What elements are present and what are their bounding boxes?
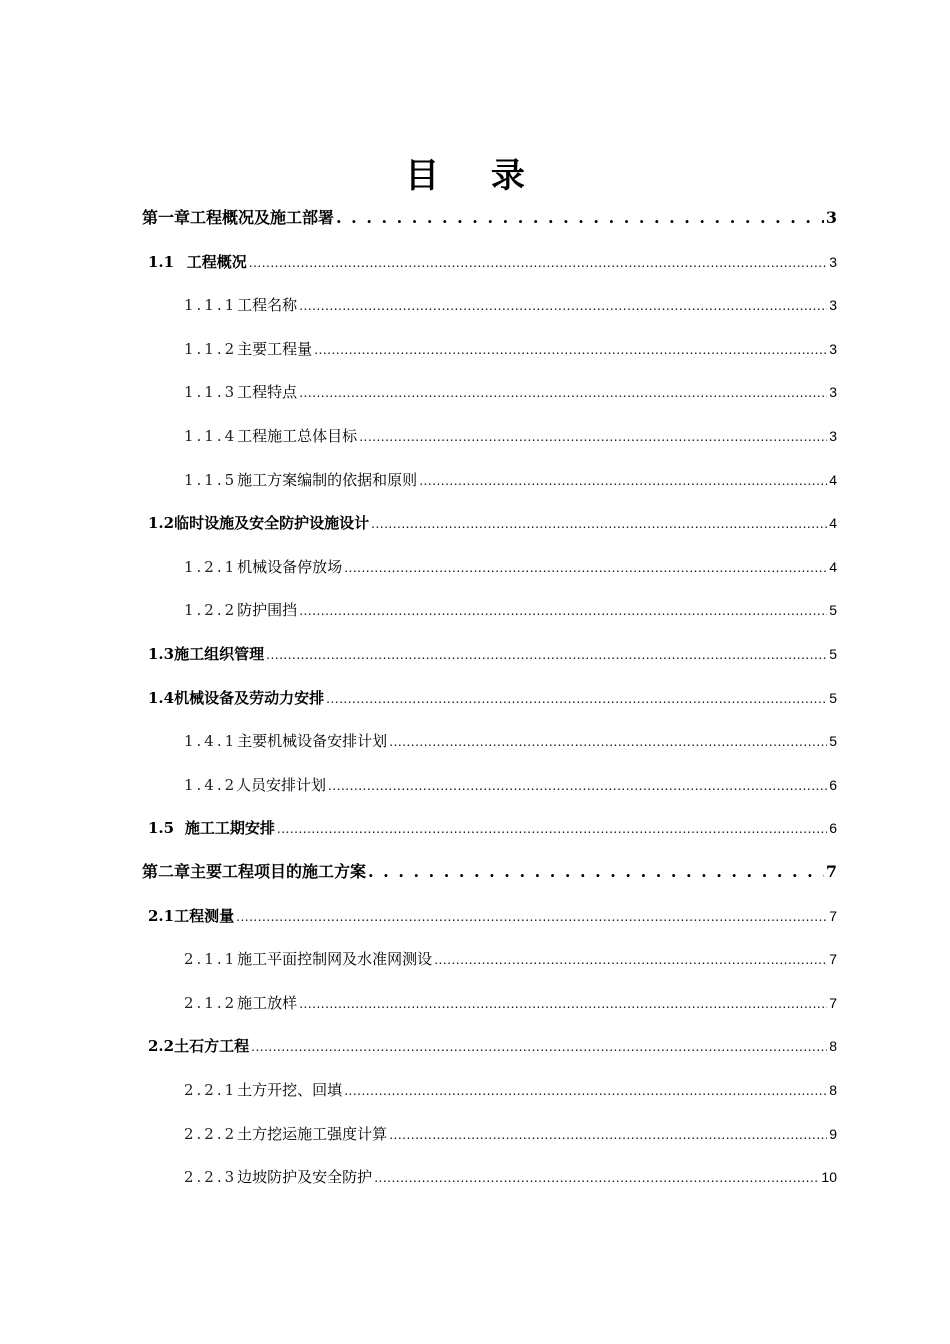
- toc-entry-number: 2.2.1: [184, 1081, 238, 1099]
- toc-entry[interactable]: [184, 1119, 837, 1149]
- toc-entry-number: 1.1.4: [184, 427, 238, 445]
- toc-entry-title: 机械设备及劳动力安排: [174, 688, 325, 707]
- toc-entry-title: 施工方案编制的依据和原则: [237, 470, 418, 489]
- toc-entry[interactable]: [184, 1075, 837, 1105]
- toc-entry-page: 6: [829, 820, 837, 837]
- toc-entry-page: 5: [829, 733, 837, 750]
- toc-entry[interactable]: [184, 377, 837, 407]
- dot-leader: [344, 1075, 827, 1106]
- toc-entry-page: 8: [829, 1038, 837, 1055]
- dot-leader: [299, 290, 827, 321]
- toc-entry-page: 4: [829, 515, 837, 532]
- toc-entry-page: 3: [829, 384, 837, 401]
- toc-entry-title: 施工平面控制网及水准网测设: [237, 950, 433, 969]
- toc-entry[interactable]: [148, 247, 837, 277]
- toc-entry[interactable]: [148, 639, 837, 669]
- toc-entry-page: 9: [829, 1125, 837, 1142]
- toc-entry-page: 7: [829, 951, 837, 968]
- dot-leader: [336, 203, 824, 233]
- toc-entry[interactable]: [142, 857, 837, 887]
- toc-entry[interactable]: [184, 552, 837, 582]
- toc-entry-title: 土方开挖、回填: [237, 1081, 343, 1099]
- toc-entry[interactable]: [148, 901, 837, 931]
- dot-leader: [389, 1119, 827, 1150]
- toc-entry-page: 5: [829, 689, 837, 706]
- toc-entry-title: 施工工期安排: [184, 819, 275, 838]
- toc-entry[interactable]: [184, 726, 837, 756]
- toc-entry-title: 主要机械设备安排计划: [237, 732, 388, 751]
- toc-entry-page: 3: [829, 253, 837, 270]
- toc-entry[interactable]: [184, 595, 837, 625]
- toc-entry[interactable]: [142, 203, 837, 233]
- toc-entry-number: 1.1.3: [184, 383, 238, 402]
- toc-entry-title: 主要工程量: [237, 339, 313, 358]
- dot-leader: [299, 988, 827, 1019]
- dot-leader: [236, 901, 827, 932]
- toc-entry-number: 第一章: [142, 208, 191, 227]
- toc-title: 目 录: [405, 156, 545, 196]
- toc-entry-page: 8: [829, 1082, 837, 1098]
- dot-leader: [314, 334, 827, 365]
- toc-entry-number: 1.5: [148, 819, 175, 838]
- toc-entry-page: 3: [829, 340, 837, 357]
- toc-entry[interactable]: [148, 813, 837, 843]
- dot-leader: [328, 770, 827, 801]
- toc-entry-title: 工程名称: [237, 296, 298, 315]
- toc-entry-title: 土方挖运施工强度计算: [237, 1124, 388, 1143]
- dot-leader: [299, 377, 827, 408]
- toc-entry-page: 3: [829, 297, 837, 314]
- toc-entry-page: 7: [825, 862, 837, 881]
- toc-entry-number: 2.1.1: [184, 950, 238, 969]
- toc-entry-title: 主要工程项目的施工方案: [190, 862, 367, 881]
- toc-entry-number: 1.1.5: [184, 470, 238, 489]
- toc-entry-number: 1.2: [148, 514, 175, 533]
- toc-entry-title: 人员安排计划: [236, 775, 327, 794]
- toc-entry-number: 2.1.2: [184, 993, 238, 1012]
- toc-entry-number: 2.2: [148, 1037, 175, 1056]
- dot-leader: [249, 247, 827, 278]
- toc-entry-number: 1.4: [148, 688, 175, 707]
- toc-entry-number: 1.2.1: [184, 557, 238, 576]
- toc-entry-number: 第二章: [142, 862, 191, 881]
- dot-leader: [277, 813, 827, 844]
- toc-entry-page: 5: [829, 602, 837, 619]
- toc-entry-page: 5: [829, 646, 837, 662]
- dot-leader: [266, 639, 827, 670]
- toc-entry-number: 2.2.3: [184, 1168, 238, 1187]
- dot-leader: [371, 508, 827, 539]
- toc-entry-number: 1.1.1: [184, 296, 238, 315]
- dot-leader: [344, 552, 827, 583]
- toc-entry-title: 临时设施及安全防护设施设计: [174, 514, 370, 533]
- toc-entry-page: 4: [829, 558, 837, 575]
- toc-entry[interactable]: [184, 334, 837, 364]
- toc-entry-page: 4: [829, 471, 837, 488]
- toc-entry-page: 7: [829, 907, 837, 924]
- toc-entry-title: 边坡防护及安全防护: [237, 1168, 373, 1187]
- toc-entry-number: 2.2.2: [184, 1124, 238, 1143]
- toc-entry-number: 1.4.1: [184, 732, 238, 751]
- toc-entry-title: 工程施工总体目标: [237, 427, 358, 445]
- toc-entry-number: 1.1.2: [184, 339, 238, 358]
- dot-leader: [299, 595, 827, 626]
- toc-entry[interactable]: [148, 683, 837, 713]
- dot-leader: [389, 726, 827, 757]
- toc-entry-title: 工程概况及施工部署: [190, 208, 335, 227]
- toc-entry[interactable]: [184, 770, 837, 800]
- dot-leader: [359, 421, 827, 452]
- toc-entry-number: 1.1: [148, 252, 175, 271]
- toc-entry-page: 7: [829, 994, 837, 1011]
- toc-entry-number: 1.4.2: [184, 775, 238, 794]
- toc-entry-title: 工程概况: [186, 252, 247, 271]
- toc-entry[interactable]: [148, 1031, 837, 1061]
- toc-entry-title: 施工组织管理: [174, 645, 265, 663]
- dot-leader: [419, 465, 827, 496]
- toc-entry-number: 2.1: [148, 906, 175, 925]
- toc-entry-title: 工程特点: [237, 383, 298, 402]
- toc-entry-number: 1.3: [148, 645, 175, 663]
- toc-entry-title: 土石方工程: [174, 1037, 250, 1056]
- toc-entry-number: 1.2.2: [184, 601, 238, 620]
- toc-entry-title: 工程测量: [174, 906, 235, 925]
- toc-entry[interactable]: [184, 465, 837, 495]
- toc-entry[interactable]: [148, 508, 837, 538]
- toc-entry-title: 防护围挡: [237, 601, 298, 620]
- toc-entry-page: 3: [829, 428, 837, 444]
- toc-entry-page: 3: [825, 208, 837, 227]
- dot-leader: [326, 683, 827, 714]
- toc-entry[interactable]: [184, 988, 837, 1018]
- dot-leader: [434, 944, 827, 975]
- toc-entry-title: 机械设备停放场: [237, 557, 343, 576]
- toc-entry[interactable]: [184, 421, 837, 451]
- toc-entry-title: 施工放样: [237, 993, 298, 1012]
- dot-leader: [251, 1031, 827, 1062]
- toc-entry-page: 10: [821, 1169, 837, 1186]
- dot-leader: [368, 857, 824, 887]
- toc-entry[interactable]: [184, 1162, 837, 1192]
- dot-leader: [374, 1162, 819, 1193]
- toc-entry[interactable]: [184, 944, 837, 974]
- toc-entry[interactable]: [184, 290, 837, 320]
- toc-entry-page: 6: [829, 776, 837, 793]
